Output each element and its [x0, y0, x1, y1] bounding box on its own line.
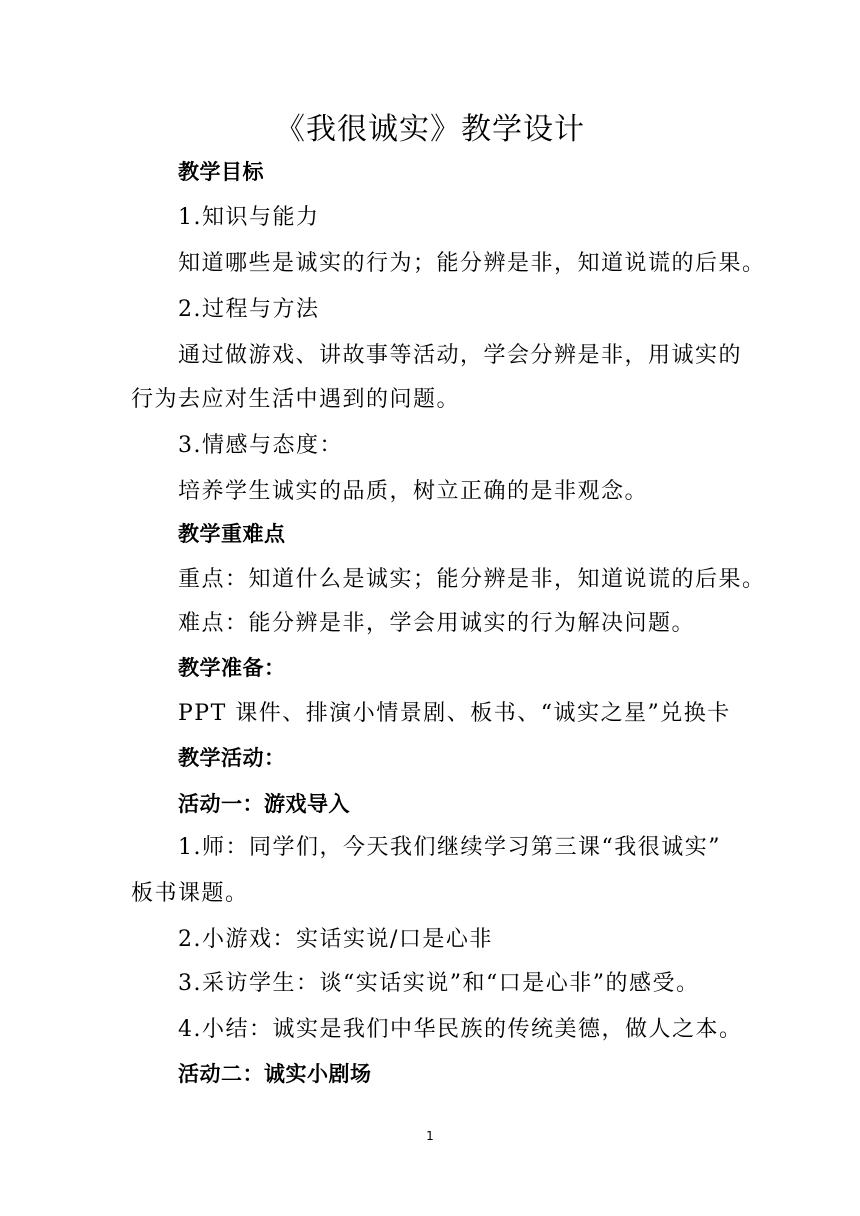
keypoint-text: 重点：知道什么是诚实；能分辨是非，知道说谎的后果。: [178, 567, 766, 592]
objective-3-text: 培养学生诚实的品质，树立正确的是非观念。: [178, 479, 649, 504]
objective-1-text: 知道哪些是诚实的行为；能分辨是非，知道说谎的后果。: [178, 251, 766, 276]
objective-1-title: 1.知识与能力: [178, 205, 320, 230]
difficulty-text: 难点：能分辨是非，学会用诚实的行为解决问题。: [178, 611, 696, 636]
activity-2-heading: 活动二：诚实小剧场: [178, 1062, 372, 1086]
page-number: 1: [426, 1129, 434, 1143]
activity-1-item-4: 4.小结：诚实是我们中华民族的传统美德，做人之本。: [178, 1017, 743, 1042]
objective-2-text-line2: 行为去应对生活中遇到的问题。: [131, 387, 461, 412]
activity-1-item-3: 3.采访学生：谈“实话实说”和“口是心非”的感受。: [178, 971, 700, 996]
preparation-heading: 教学准备：: [178, 656, 286, 680]
objective-3-title: 3.情感与态度：: [178, 433, 343, 458]
activity-1-item-1-line2: 板书课题。: [131, 881, 249, 906]
activity-1-item-1-line1: 1.师：同学们，今天我们继续学习第三课“我很诚实”: [178, 835, 721, 860]
document-title: 《我很诚实》教学设计: [275, 112, 585, 147]
keypoints-heading: 教学重难点: [178, 522, 286, 546]
activities-heading: 教学活动：: [178, 746, 286, 770]
objective-2-text-line1: 通过做游戏、讲故事等活动，学会分辨是非，用诚实的: [178, 343, 743, 368]
objectives-heading: 教学目标: [178, 160, 264, 184]
activity-1-heading: 活动一：游戏导入: [178, 792, 350, 816]
preparation-text: PPT 课件、排演小情景剧、板书、“诚实之星”兑换卡: [178, 701, 731, 726]
activity-1-item-2: 2.小游戏：实话实说/口是心非: [178, 927, 493, 952]
objective-2-title: 2.过程与方法: [178, 297, 320, 322]
